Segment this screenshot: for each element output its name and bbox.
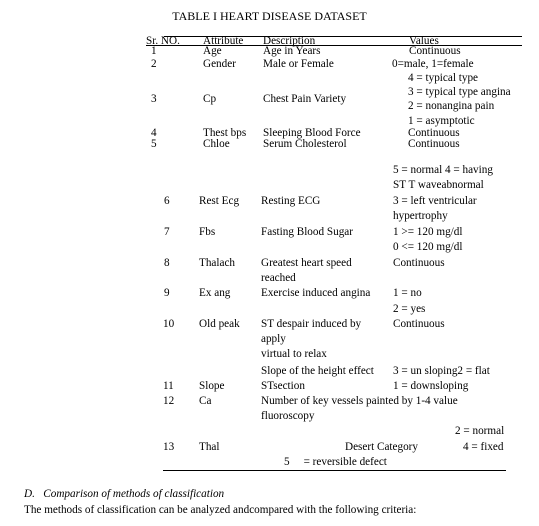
row-3-value-2: 3 = typical type angina <box>408 86 511 98</box>
header-values: Values <box>409 35 439 47</box>
row-12-desc-2: fluoroscopy <box>261 410 315 422</box>
row-7-attr: Fbs <box>199 226 216 238</box>
row-11-value-1: 3 = un sloping2 = flat <box>393 365 490 377</box>
row-10-attr: Old peak <box>199 318 240 330</box>
section-body: The methods of classification can be analyzed andcompared with the following criteria: <box>24 504 417 516</box>
header-attribute: Attribute <box>203 35 244 47</box>
row-5-num: 5 <box>151 138 157 150</box>
row-6-num: 6 <box>164 195 170 207</box>
row-4-num: 4 <box>151 127 157 139</box>
row-13-attr: Thal <box>199 441 220 453</box>
row-8-desc-2: reached <box>261 272 296 284</box>
row-3-value-4: 1 = asymptotic <box>408 115 475 127</box>
row-6-value-4: hypertrophy <box>393 210 448 222</box>
row-12-attr: Ca <box>199 395 212 407</box>
row-8-num: 8 <box>164 257 170 269</box>
table-title: TABLE I HEART DISEASE DATASET <box>172 9 367 23</box>
row-13-desc: Desert Category <box>345 441 419 453</box>
row-9-value-1: 1 = no <box>393 287 422 299</box>
row-13-value-1: 2 = normal <box>455 425 505 437</box>
row-11-desc-1: Slope of the height effect <box>261 365 374 377</box>
row-8-attr: Thalach <box>199 257 236 269</box>
row-1-attr: Age <box>203 45 222 57</box>
row-1-num: 1 <box>151 45 157 57</box>
row-4-attr: Thest bps <box>203 127 247 139</box>
row-5-desc: Serum Cholesterol <box>263 138 347 150</box>
table-bottom-rule <box>163 470 506 471</box>
row-3-value-3: 2 = nonangina pain <box>408 100 495 112</box>
row-11-attr: Slope <box>199 380 225 392</box>
row-6-value-3: 3 = left ventricular <box>393 195 477 207</box>
row-6-value-1: 5 = normal 4 = having <box>393 164 493 176</box>
row-6-desc: Resting ECG <box>261 195 321 207</box>
row-2-desc: Male or Female <box>263 58 334 70</box>
row-3-value-1: 4 = typical type <box>408 72 478 84</box>
row-10-num: 10 <box>163 318 175 330</box>
row-3-attr: Cp <box>203 93 217 105</box>
row-5-value: Continuous <box>408 138 460 150</box>
row-4-value: Continuous <box>408 127 460 139</box>
row-8-value: Continuous <box>393 257 445 269</box>
row-7-value-1: 1 >= 120 mg/dl <box>393 226 463 238</box>
row-8-desc-1: Greatest heart speed <box>261 257 352 269</box>
row-2-value: 0=male, 1=female <box>392 58 474 70</box>
header-sr-no: Sr. NO. <box>146 35 180 47</box>
row-5-attr: Chloe <box>203 138 230 150</box>
header-description: Description <box>263 35 316 47</box>
row-7-desc: Fasting Blood Sugar <box>261 226 353 238</box>
row-13-value-3: 5 = reversible defect <box>284 456 387 468</box>
row-11-desc-2: STsection <box>261 380 305 392</box>
row-9-num: 9 <box>164 287 170 299</box>
row-10-desc-2: apply <box>261 333 286 345</box>
row-7-value-2: 0 <= 120 mg/dl <box>393 241 463 253</box>
row-2-num: 2 <box>151 58 157 70</box>
row-6-value-2: ST T waveabnormal <box>393 179 484 191</box>
row-9-attr: Ex ang <box>199 287 231 299</box>
row-2-attr: Gender <box>203 58 236 70</box>
row-1-desc: Age in Years <box>263 45 321 57</box>
row-10-desc-3: virtual to relax <box>261 348 327 360</box>
row-10-desc-1: ST despair induced by <box>261 318 362 330</box>
row-11-value-2: 1 = downsloping <box>393 380 469 392</box>
row-7-num: 7 <box>164 226 170 238</box>
row-3-desc: Chest Pain Variety <box>263 93 347 105</box>
section-heading: D. Comparison of methods of classification <box>24 488 225 500</box>
row-3-num: 3 <box>151 93 157 105</box>
row-9-value-2: 2 = yes <box>393 303 426 315</box>
row-9-desc: Exercise induced angina <box>261 287 371 299</box>
row-4-desc: Sleeping Blood Force <box>263 127 361 139</box>
row-1-value: Continuous <box>409 45 461 57</box>
row-6-attr: Rest Ecg <box>199 195 240 207</box>
row-13-value-2: 4 = fixed <box>463 441 504 453</box>
row-11-num: 11 <box>163 380 174 392</box>
row-10-value: Continuous <box>393 318 445 330</box>
row-13-num: 13 <box>163 441 175 453</box>
row-12-desc-1: Number of key vessels painted by 1-4 value <box>261 395 458 407</box>
row-12-num: 12 <box>163 395 175 407</box>
